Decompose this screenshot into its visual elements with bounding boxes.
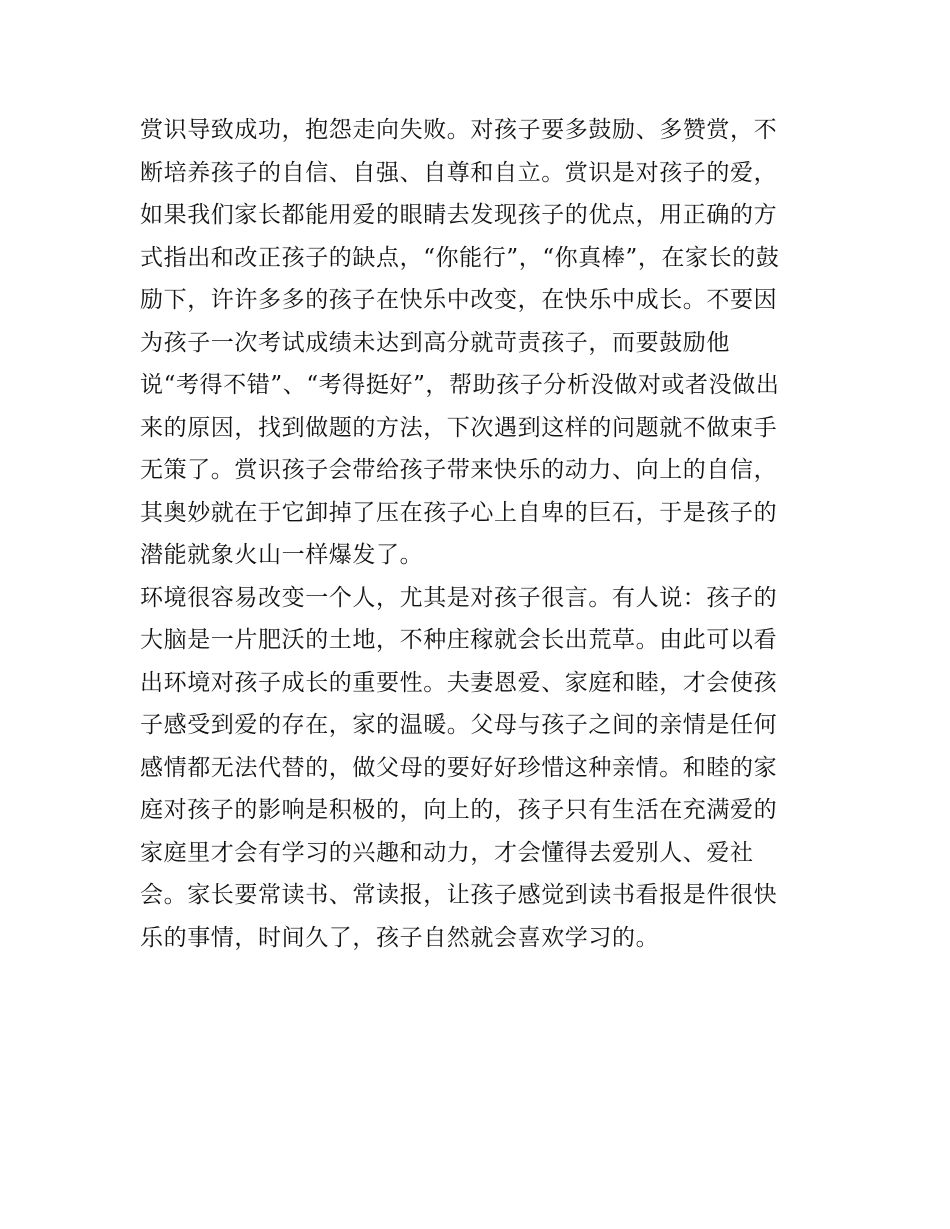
text-line: 出环境对孩子成长的重要性。夫妻恩爱、家庭和睦，才会使孩 <box>140 669 778 696</box>
text-line: 感情都无法代替的，做父母的要好好珍惜这种亲情。和睦的家 <box>140 754 778 781</box>
text-line: 无策了。赏识孩子会带给孩子带来快乐的动力、向上的自信， <box>140 457 778 483</box>
text-line: 断培养孩子的自信、自强、自尊和自立。赏识是对孩子的爱， <box>140 159 778 186</box>
text-line: 子感受到爱的存在，家的温暖。父母与孩子之间的亲情是任何 <box>140 712 778 738</box>
text-line: 潜能就象火山一样爆发了。 <box>140 542 424 568</box>
text-line: 如果我们家长都能用爱的眼睛去发现孩子的优点，用正确的方 <box>140 202 778 228</box>
text-line: 会。家长要常读书、常读报，让孩子感觉到读书看报是件很快 <box>140 882 778 908</box>
text-line: 来的原因，找到做题的方法，下次遇到这样的问题就不做束手 <box>140 414 778 441</box>
text-line: 赏识导致成功，抱怨走向失败。对孩子要多鼓励、多赞赏，不 <box>140 117 778 143</box>
text-line: 大脑是一片肥沃的土地，不种庄稼就会长出荒草。由此可以看 <box>140 627 778 653</box>
text-line: 乐的事情，时间久了，孩子自然就会喜欢学习的。 <box>140 924 660 951</box>
text-line: 说“考得不错”、“考得挺好”，帮助孩子分析没做对或者没做出 <box>140 372 780 398</box>
text-line: 式指出和改正孩子的缺点，“你能行”，“你真棒”，在家长的鼓 <box>140 244 780 271</box>
text-line: 为孩子一次考试成绩未达到高分就苛责孩子，而要鼓励他 <box>140 329 730 356</box>
text-line: 其奥妙就在于它卸掉了压在孩子心上自卑的巨石，于是孩子的 <box>140 499 778 526</box>
text-line: 家庭里才会有学习的兴趣和动力，才会懂得去爱别人、爱社 <box>140 839 754 866</box>
body-text <box>140 109 820 959</box>
text-line: 环境很容易改变一个人，尤其是对孩子很言。有人说：孩子的 <box>140 584 778 611</box>
text-line: 励下，许许多多的孩子在快乐中改变，在快乐中成长。不要因 <box>140 287 778 313</box>
text-line: 庭对孩子的影响是积极的，向上的，孩子只有生活在充满爱的 <box>140 797 778 823</box>
